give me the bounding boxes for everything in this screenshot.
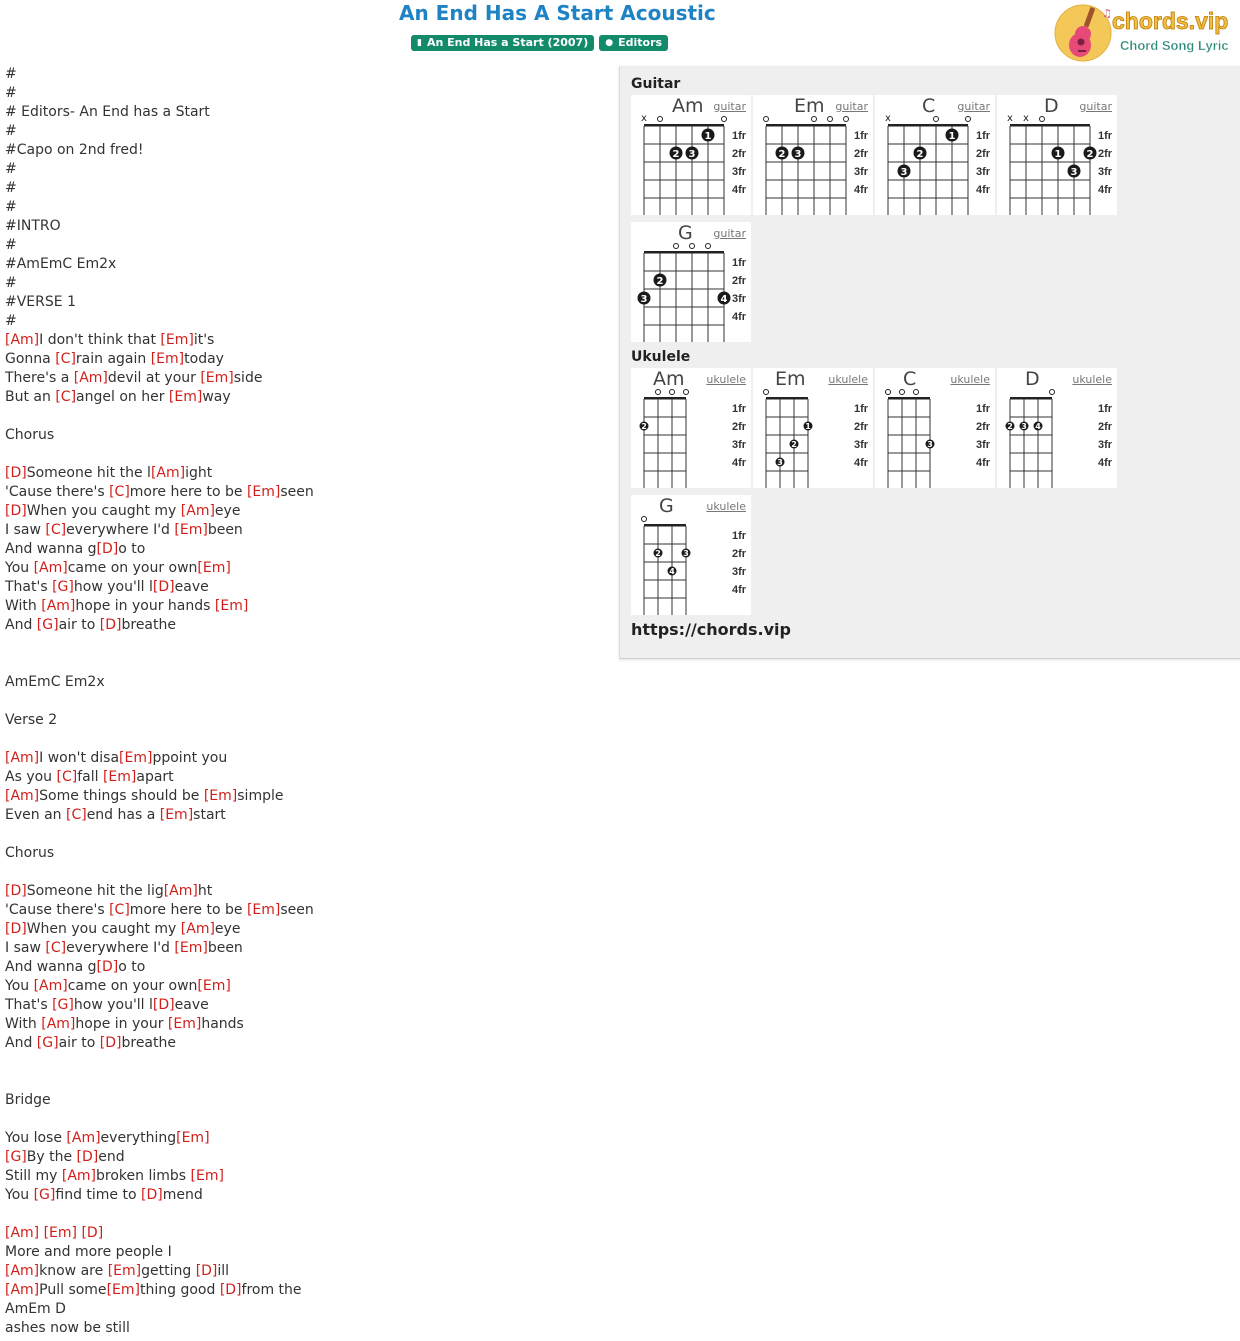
lyric-line: # xyxy=(5,275,17,291)
finger-number: 3 xyxy=(640,294,648,305)
open-string-marker xyxy=(670,390,675,395)
fret-label: 4fr xyxy=(854,457,869,469)
fret-label: 4fr xyxy=(1098,184,1113,196)
fret-label: 1fr xyxy=(732,403,747,415)
lyric-line xyxy=(5,863,605,882)
chord-link[interactable]: [Em] xyxy=(197,560,231,576)
chord-name: D xyxy=(1025,368,1040,390)
chord-link[interactable]: [D] xyxy=(152,997,175,1013)
fret-label: 4fr xyxy=(732,457,747,469)
chord-link[interactable]: [Am] xyxy=(180,503,215,519)
fret-label: 3fr xyxy=(854,166,869,178)
fret-label: 1fr xyxy=(732,530,747,542)
fret-label: 3fr xyxy=(732,439,747,451)
fret-label: 4fr xyxy=(732,184,747,196)
chord-name: Am xyxy=(653,368,685,390)
fret-label: 2fr xyxy=(976,421,991,433)
chord-link[interactable]: [C] xyxy=(65,807,87,823)
lyric-line: # xyxy=(5,199,17,215)
fret-label: 2fr xyxy=(976,148,991,160)
open-string-marker xyxy=(828,117,833,122)
ukulele-section-title: Ukulele xyxy=(631,349,691,365)
finger-number: 2 xyxy=(778,149,786,160)
chord-diagram-c[interactable] xyxy=(875,368,995,488)
chord-type-link[interactable]: guitar xyxy=(835,100,868,113)
fret-label: 3fr xyxy=(1098,439,1113,451)
logo-brand: chords.vip xyxy=(1112,8,1229,34)
muted-string-marker: x xyxy=(1023,113,1029,124)
lyric-line: There's a [Am]devil at your [Em]side xyxy=(5,370,263,386)
chord-diagram-g[interactable] xyxy=(631,222,751,342)
artist-badge-label: Editors xyxy=(618,36,663,49)
finger-number: 2 xyxy=(655,549,661,558)
lyric-line: 'Cause there's [C]more here to be [Em]seen xyxy=(5,484,314,500)
user-icon: ● xyxy=(605,38,614,48)
lyric-line: [D]Someone hit the lig[Am]ht xyxy=(5,883,213,899)
finger-number: 1 xyxy=(948,131,956,142)
open-string-marker xyxy=(1040,117,1045,122)
lyric-line: Chorus xyxy=(5,427,55,443)
lyric-line: You [G]find time to [D]mend xyxy=(5,1187,203,1203)
fret-label: 2fr xyxy=(732,148,747,160)
chord-link[interactable]: [Em] xyxy=(150,351,185,367)
lyric-line: You [Am]came on your own[Em] xyxy=(5,978,231,994)
chord-link[interactable]: [Am] xyxy=(33,978,68,994)
lyric-line: [G]By the [D]end xyxy=(5,1149,125,1165)
fret-label: 3fr xyxy=(976,166,991,178)
lyric-line: Chorus xyxy=(5,845,55,861)
muted-string-marker: x xyxy=(885,113,891,124)
chord-link[interactable]: [Am] xyxy=(5,1282,40,1298)
lyric-line: More and more people I xyxy=(5,1244,172,1260)
chord-link[interactable]: [D] xyxy=(195,1263,218,1279)
lyric-line: I saw [C]everywhere I'd [Em]been xyxy=(5,522,243,538)
finger-number: 4 xyxy=(669,567,675,576)
open-string-marker xyxy=(934,117,939,122)
fret-label: 1fr xyxy=(854,130,869,142)
open-string-marker xyxy=(812,117,817,122)
chord-name: Em xyxy=(794,95,825,117)
chord-link[interactable]: [Em] xyxy=(174,940,208,956)
fret-label: 3fr xyxy=(732,293,747,305)
fret-label: 3fr xyxy=(854,439,869,451)
finger-number: 3 xyxy=(777,458,783,467)
finger-number: 2 xyxy=(916,149,924,160)
chord-link[interactable]: [Am] xyxy=(5,1263,40,1279)
chord-link[interactable]: [Em] xyxy=(159,807,194,823)
chord-link[interactable]: [Em] xyxy=(174,522,208,538)
song-title: An End Has A Start Acoustic xyxy=(399,1,716,25)
chord-link[interactable]: [Am] xyxy=(41,1016,76,1032)
music-note-icon: ♫ xyxy=(1102,7,1112,20)
chord-link[interactable]: [Am] xyxy=(41,598,76,614)
chord-link[interactable]: [D] xyxy=(96,959,119,975)
fret-label: 2fr xyxy=(732,421,747,433)
chord-link[interactable]: [Em] xyxy=(160,332,194,348)
chord-link[interactable]: [D] xyxy=(99,617,122,633)
chord-link[interactable]: [D] xyxy=(5,921,27,937)
open-string-marker xyxy=(722,117,727,122)
fret-label: 3fr xyxy=(1098,166,1113,178)
fret-label: 2fr xyxy=(854,421,869,433)
chord-link[interactable]: [Em] xyxy=(203,788,238,804)
chord-link[interactable]: [Am] xyxy=(73,370,108,386)
chord-diagram-panel xyxy=(619,66,1240,659)
chord-link[interactable]: [Am] xyxy=(150,465,186,481)
chord-name: C xyxy=(903,368,917,390)
chord-link[interactable]: [Am] xyxy=(61,1168,97,1184)
open-string-marker xyxy=(886,390,891,395)
chord-name: Em xyxy=(775,368,806,390)
lyric-line xyxy=(5,692,605,711)
lyric-line xyxy=(5,407,605,426)
open-string-marker xyxy=(674,244,679,249)
chord-diagram-g[interactable] xyxy=(631,495,751,615)
chord-link[interactable]: [Am] xyxy=(163,883,198,899)
chord-link[interactable]: [Em] xyxy=(246,902,281,918)
chord-link[interactable]: [Em] xyxy=(176,1130,210,1146)
chord-link[interactable]: [G] xyxy=(36,617,59,633)
lyric-line: 'Cause there's [C]more here to be [Em]seen xyxy=(5,902,314,918)
fret-label: 4fr xyxy=(732,311,747,323)
lyric-line: You lose [Am]everything[Em] xyxy=(5,1130,210,1146)
chord-link[interactable]: [D] xyxy=(76,1149,99,1165)
lyric-line: With [Am]hope in your hands [Em] xyxy=(5,598,249,614)
chord-type-link[interactable]: guitar xyxy=(713,227,746,240)
finger-number: 3 xyxy=(927,440,933,449)
chord-diagram-d[interactable] xyxy=(997,368,1117,488)
chord-diagram-em[interactable] xyxy=(753,95,873,215)
fret-label: 2fr xyxy=(854,148,869,160)
lyric-line: #INTRO xyxy=(5,218,61,234)
lyric-line: # xyxy=(5,85,17,101)
fret-label: 3fr xyxy=(976,439,991,451)
finger-number: 3 xyxy=(683,549,689,558)
lyric-line: #Capo on 2nd fred! xyxy=(5,142,144,158)
chord-link[interactable]: [D] xyxy=(99,1035,122,1051)
lyric-line: [D]When you caught my [Am]eye xyxy=(5,503,241,519)
chord-link[interactable]: [D] xyxy=(5,503,27,519)
chord-link[interactable]: [Am] xyxy=(5,1225,40,1241)
chord-link[interactable]: [C] xyxy=(55,351,76,367)
chord-name: C xyxy=(922,95,936,117)
song-badges xyxy=(411,35,668,51)
chord-name: D xyxy=(1044,95,1059,117)
chord-link[interactable]: [Am] xyxy=(33,560,68,576)
finger-number: 3 xyxy=(1070,167,1078,178)
album-badge-label: An End Has a Start (2007) xyxy=(426,36,589,49)
chord-link[interactable]: [Em] xyxy=(102,769,137,785)
fret-label: 4fr xyxy=(732,584,747,596)
lyric-line: With [Am]hope in your [Em]hands xyxy=(5,1016,244,1032)
lyric-line xyxy=(5,445,605,464)
chord-link[interactable]: [D] xyxy=(81,1225,104,1241)
fret-label: 1fr xyxy=(976,403,991,415)
lyric-line xyxy=(5,1205,605,1224)
open-string-marker xyxy=(764,390,769,395)
chord-diagram-am[interactable] xyxy=(631,95,751,215)
open-string-marker xyxy=(658,117,663,122)
lyric-line: And wanna g[D]o to xyxy=(5,959,146,975)
open-string-marker xyxy=(656,390,661,395)
chord-link[interactable]: [C] xyxy=(45,940,67,956)
chord-name: Am xyxy=(672,95,704,117)
finger-number: 1 xyxy=(704,131,712,142)
site-url-link[interactable]: https://chords.vip xyxy=(631,620,791,639)
chord-link[interactable]: [D] xyxy=(5,883,27,899)
chord-link[interactable]: [C] xyxy=(109,484,130,500)
chord-link[interactable]: [G] xyxy=(33,1187,56,1203)
chord-link[interactable]: [Em] xyxy=(168,389,203,405)
lyric-line: [Am]know are [Em]getting [D]ill xyxy=(5,1263,230,1279)
muted-string-marker: x xyxy=(1007,113,1013,124)
chord-link[interactable]: [G] xyxy=(52,997,74,1013)
fret-label: 1fr xyxy=(976,130,991,142)
lyric-line: # xyxy=(5,313,17,329)
chord-link[interactable]: [D] xyxy=(152,579,175,595)
finger-number: 4 xyxy=(1035,422,1041,431)
chord-link[interactable]: [C] xyxy=(56,769,78,785)
chord-link[interactable]: [Am] xyxy=(5,332,40,348)
chord-link[interactable]: [C] xyxy=(45,522,67,538)
lyric-line: AmEm D xyxy=(5,1301,66,1317)
lyric-line: Gonna [C]rain again [Em]today xyxy=(5,351,224,367)
lyric-line: [Am]Pull some[Em]thing good [D]from the xyxy=(5,1282,302,1298)
lyric-line: But an [C]angel on her [Em]way xyxy=(5,389,231,405)
fret-label: 3fr xyxy=(732,566,747,578)
chord-link[interactable]: [Em] xyxy=(214,598,249,614)
guitar-chord-grid xyxy=(631,95,1121,342)
site-logo[interactable] xyxy=(1054,3,1232,63)
chord-diagram-c[interactable] xyxy=(875,95,995,215)
artist-badge[interactable] xyxy=(599,35,668,51)
chord-diagram-am[interactable] xyxy=(631,368,751,488)
finger-number: 2 xyxy=(791,440,797,449)
chord-type-link[interactable]: ukulele xyxy=(950,373,990,386)
fret-label: 4fr xyxy=(854,184,869,196)
fret-label: 1fr xyxy=(1098,403,1113,415)
chord-link[interactable]: [Em] xyxy=(119,750,153,766)
open-string-marker xyxy=(764,117,769,122)
lyric-line: # xyxy=(5,180,17,196)
lyric-line: And [G]air to [D]breathe xyxy=(5,617,176,633)
chord-type-link[interactable]: guitar xyxy=(1079,100,1112,113)
lyric-line: That's [G]how you'll l[D]eave xyxy=(5,579,209,595)
finger-number: 2 xyxy=(1086,149,1094,160)
fret-label: 2fr xyxy=(732,548,747,560)
lyric-line: [Am]I won't disa[Em]ppoint you xyxy=(5,750,228,766)
logo-graphic xyxy=(1054,3,1232,63)
lyric-line xyxy=(5,1072,605,1091)
lyric-line: Even an [C]end has a [Em]start xyxy=(5,807,226,823)
open-string-marker xyxy=(914,390,919,395)
lyric-line: Verse 2 xyxy=(5,712,58,728)
lyric-line: [D]When you caught my [Am]eye xyxy=(5,921,241,937)
lyric-line: AmEmC Em2x xyxy=(5,674,105,690)
open-string-marker xyxy=(684,390,689,395)
chord-link[interactable]: [Em] xyxy=(200,370,234,386)
open-string-marker xyxy=(642,517,647,522)
chord-link[interactable]: [Em] xyxy=(246,484,281,500)
fret-label: 4fr xyxy=(976,184,991,196)
chord-link[interactable]: [G] xyxy=(5,1149,27,1165)
chord-name: G xyxy=(659,495,674,517)
chord-link[interactable]: [Em] xyxy=(190,1168,224,1184)
fret-label: 1fr xyxy=(732,130,747,142)
lyric-line: #VERSE 1 xyxy=(5,294,76,310)
finger-number: 1 xyxy=(805,422,811,431)
finger-number: 3 xyxy=(1021,422,1027,431)
finger-number: 3 xyxy=(688,149,696,160)
chord-diagram-d[interactable] xyxy=(997,95,1117,215)
lyric-line: Bridge xyxy=(5,1092,51,1108)
logo-tagline: Chord Song Lyric xyxy=(1120,38,1229,53)
lyric-line: # xyxy=(5,123,17,139)
lyric-line: [Am]Some things should be [Em]simple xyxy=(5,788,284,804)
lyric-line: # xyxy=(5,237,17,253)
chord-type-link[interactable]: guitar xyxy=(713,100,746,113)
finger-number: 2 xyxy=(641,422,647,431)
lyric-line xyxy=(5,1110,605,1129)
book-icon: ▮ xyxy=(417,38,422,48)
chord-type-link[interactable]: guitar xyxy=(957,100,990,113)
lyric-line xyxy=(5,730,605,749)
lyric-line: # xyxy=(5,66,17,82)
fret-label: 1fr xyxy=(1098,130,1113,142)
finger-number: 2 xyxy=(672,149,680,160)
finger-number: 2 xyxy=(656,276,664,287)
chord-link[interactable]: [Am] xyxy=(180,921,215,937)
lyric-line: I saw [C]everywhere I'd [Em]been xyxy=(5,940,243,956)
lyric-line: # xyxy=(5,161,17,177)
chord-link[interactable]: [D] xyxy=(5,465,27,481)
finger-number: 2 xyxy=(1007,422,1013,431)
chord-diagram-em[interactable] xyxy=(753,368,873,488)
lyric-line: [Am]I don't think that [Em]it's xyxy=(5,332,215,348)
fret-label: 4fr xyxy=(976,457,991,469)
lyric-line: That's [G]how you'll l[D]eave xyxy=(5,997,209,1013)
guitar-section-title: Guitar xyxy=(631,76,681,92)
lyric-line: ashes now be still xyxy=(5,1320,130,1336)
chord-link[interactable]: [Am] xyxy=(5,788,40,804)
fret-label: 1fr xyxy=(854,403,869,415)
chord-link[interactable]: [Em] xyxy=(107,1263,142,1279)
finger-number: 4 xyxy=(720,294,728,305)
fret-label: 2fr xyxy=(1098,148,1113,160)
chord-link[interactable]: [Em] xyxy=(106,1282,140,1298)
chord-link[interactable]: [D] xyxy=(141,1187,163,1203)
ukulele-chord-grid xyxy=(631,368,1121,615)
fret-label: 1fr xyxy=(732,257,747,269)
open-string-marker xyxy=(1050,390,1055,395)
lyric-line: [D]Someone hit the l[Am]ight xyxy=(5,465,213,481)
chord-link[interactable]: [Em] xyxy=(167,1016,202,1032)
chord-link[interactable]: [G] xyxy=(52,579,74,595)
muted-string-marker: x xyxy=(641,113,647,124)
lyric-line: # Editors- An End has a Start xyxy=(5,104,210,120)
lyric-line: You [Am]came on your own[Em] xyxy=(5,560,231,576)
fret-label: 3fr xyxy=(732,166,747,178)
open-string-marker xyxy=(690,244,695,249)
chord-type-link[interactable]: ukulele xyxy=(828,373,868,386)
lyrics-sheet xyxy=(5,65,605,1338)
lyric-line xyxy=(5,654,605,673)
chord-name: G xyxy=(678,222,693,244)
lyric-line xyxy=(5,1053,605,1072)
finger-number: 3 xyxy=(794,149,802,160)
finger-number: 1 xyxy=(1054,149,1062,160)
chord-type-link[interactable]: ukulele xyxy=(706,500,746,513)
chord-link[interactable]: [Em] xyxy=(43,1225,78,1241)
open-string-marker xyxy=(966,117,971,122)
fret-label: 4fr xyxy=(1098,457,1113,469)
lyric-line xyxy=(5,635,605,654)
lyric-line xyxy=(5,825,605,844)
chord-link[interactable]: [D] xyxy=(219,1282,242,1298)
fret-label: 2fr xyxy=(732,275,747,287)
lyric-line: Still my [Am]broken limbs [Em] xyxy=(5,1168,224,1184)
chord-link[interactable]: [Am] xyxy=(66,1130,101,1146)
chord-link[interactable]: [D] xyxy=(96,541,119,557)
open-string-marker xyxy=(844,117,849,122)
chord-link[interactable]: [C] xyxy=(109,902,130,918)
lyric-line: #AmEmC Em2x xyxy=(5,256,117,272)
open-string-marker xyxy=(706,244,711,249)
chord-link[interactable]: [Am] xyxy=(5,750,40,766)
chord-type-link[interactable]: ukulele xyxy=(1072,373,1112,386)
fret-label: 2fr xyxy=(1098,421,1113,433)
chord-link[interactable]: [C] xyxy=(55,389,77,405)
lyric-line: And [G]air to [D]breathe xyxy=(5,1035,176,1051)
album-badge[interactable] xyxy=(411,35,594,51)
chord-type-link[interactable]: ukulele xyxy=(706,373,746,386)
open-string-marker xyxy=(900,390,905,395)
chord-link[interactable]: [Em] xyxy=(197,978,231,994)
lyric-line: And wanna g[D]o to xyxy=(5,541,146,557)
chord-link[interactable]: [G] xyxy=(36,1035,59,1051)
lyric-line: As you [C]fall [Em]apart xyxy=(5,769,174,785)
lyric-line xyxy=(5,1224,605,1243)
finger-number: 3 xyxy=(900,167,908,178)
